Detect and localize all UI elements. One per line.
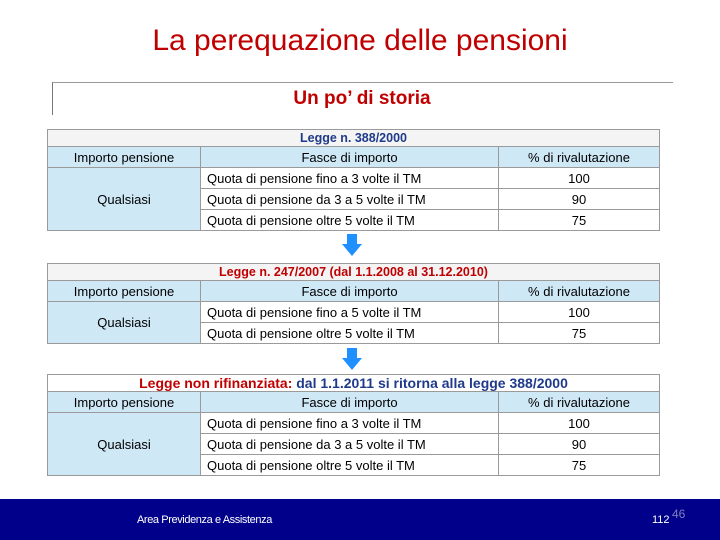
importo-cell: Qualsiasi [48, 168, 201, 231]
slide-subtitle: Un po’ di storia [293, 88, 431, 109]
table-law-title: Legge n. 247/2007 (dal 1.1.2008 al 31.12.2010) [48, 264, 660, 281]
footer-label: Area Previdenza e Assistenza [137, 514, 272, 526]
col-header-importo: Importo pensione [48, 281, 201, 302]
pct-cell: 90 [499, 434, 660, 455]
band-cell: Quota di pensione oltre 5 volte il TM [201, 210, 499, 231]
table-row [48, 168, 660, 189]
table-law-title [48, 375, 660, 392]
col-header-fasce: Fasce di importo [201, 281, 499, 302]
down-arrow-icon [342, 234, 362, 256]
pct-cell: 75 [499, 210, 660, 231]
slide-number: 46 [672, 507, 686, 521]
col-header-rivalutazione: % di rivalutazione [499, 392, 660, 413]
table-law-non-rifinanziata [47, 374, 660, 476]
table-law-388-2000 [47, 129, 660, 231]
col-header-fasce: Fasce di importo [201, 392, 499, 413]
col-header-fasce: Fasce di importo [201, 147, 499, 168]
pct-cell: 100 [499, 413, 660, 434]
col-header-rivalutazione: % di rivalutazione [499, 281, 660, 302]
importo-cell: Qualsiasi [48, 413, 201, 476]
law-title-part2: dal 1.1.2011 si ritorna alla legge 388/2000 [292, 375, 568, 391]
law-title-part1: Legge non rifinanziata: [139, 375, 293, 391]
pct-cell: 75 [499, 455, 660, 476]
col-header-importo: Importo pensione [48, 392, 201, 413]
slide-title: La perequazione delle pensioni [152, 24, 568, 57]
col-header-importo: Importo pensione [48, 147, 201, 168]
down-arrow-icon [342, 348, 362, 370]
pct-cell: 100 [499, 302, 660, 323]
band-cell: Quota di pensione fino a 5 volte il TM [201, 302, 499, 323]
page-number: 112 [652, 514, 670, 526]
pct-cell: 100 [499, 168, 660, 189]
importo-cell: Qualsiasi [48, 302, 201, 344]
table-law-title: Legge n. 388/2000 [48, 130, 660, 147]
band-cell: Quota di pensione da 3 a 5 volte il TM [201, 189, 499, 210]
band-cell: Quota di pensione fino a 3 volte il TM [201, 168, 499, 189]
table-row [48, 302, 660, 323]
footer-bar [0, 499, 720, 540]
table-row [48, 413, 660, 434]
band-cell: Quota di pensione da 3 a 5 volte il TM [201, 434, 499, 455]
table-law-247-2007 [47, 263, 660, 344]
band-cell: Quota di pensione fino a 3 volte il TM [201, 413, 499, 434]
pct-cell: 90 [499, 189, 660, 210]
pct-cell: 75 [499, 323, 660, 344]
col-header-rivalutazione: % di rivalutazione [499, 147, 660, 168]
band-cell: Quota di pensione oltre 5 volte il TM [201, 455, 499, 476]
band-cell: Quota di pensione oltre 5 volte il TM [201, 323, 499, 344]
